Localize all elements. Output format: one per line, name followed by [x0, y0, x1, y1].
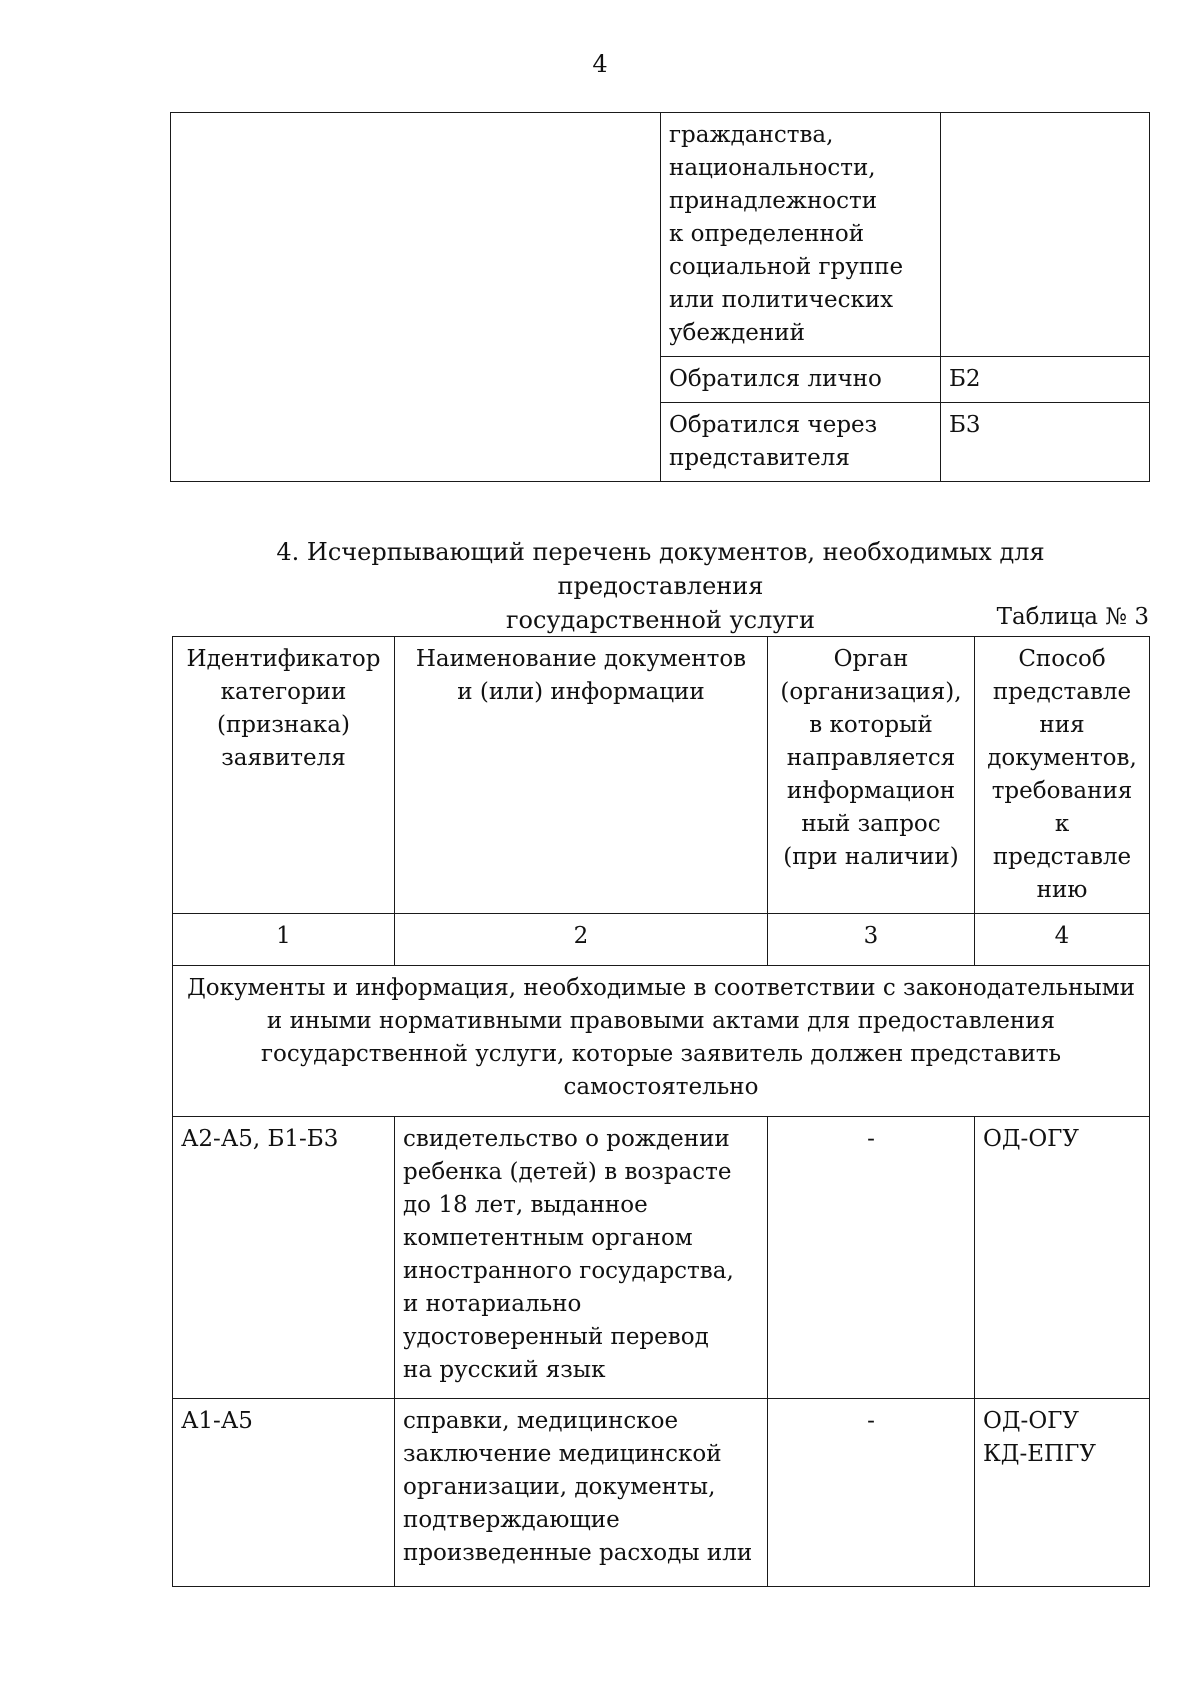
table-row	[173, 1399, 1150, 1587]
page-number: 4	[592, 50, 608, 78]
cell-organ: -	[768, 1399, 975, 1587]
cell-method: ОД-ОГУ	[975, 1117, 1150, 1399]
table-group-row	[173, 966, 1150, 1117]
cell-method: ОД-ОГУ КД-ЕПГУ	[975, 1399, 1150, 1587]
table-cell	[941, 113, 1150, 357]
column-number: 3	[768, 914, 975, 966]
continuation-table	[170, 112, 1150, 482]
table-row	[173, 1117, 1150, 1399]
table-cell: Б3	[941, 403, 1150, 482]
column-number: 1	[173, 914, 395, 966]
cell-identifier: А2-А5, Б1-Б3	[173, 1117, 395, 1399]
cell-organ: -	[768, 1117, 975, 1399]
table-header-row	[173, 637, 1150, 914]
table-cell: гражданства, национальности, принадлежности к определенной социальной группе или политических убеждений	[661, 113, 941, 357]
cell-document-name: справки, медицинское заключение медицинской организации, документы, подтверждающие произведенные расходы или	[395, 1399, 768, 1587]
header-cell-method: Способ представле ния документов, требования к представле нию	[975, 637, 1150, 914]
section-heading: 4. Исчерпывающий перечень документов, необходимых для предоставления государственной услуги	[276, 538, 1045, 634]
header-cell-document-name: Наименование документов и (или) информации	[395, 637, 768, 914]
column-number: 4	[975, 914, 1150, 966]
table-caption: Таблица № 3	[996, 604, 1149, 630]
table-row	[171, 113, 1150, 357]
cell-identifier: А1-А5	[173, 1399, 395, 1587]
table-cell: Обратился лично	[661, 357, 941, 403]
header-cell-organ: Орган (организация), в который направляется информацион ный запрос (при наличии)	[768, 637, 975, 914]
group-title: Документы и информация, необходимые в соответствии с законодательными и иными нормативными правовыми актами для предоставления государственной услуги, которые заявитель должен представить самостоятельно	[173, 966, 1150, 1117]
cell-document-name: свидетельство о рождении ребенка (детей) в возрасте до 18 лет, выданное компетентным органом иностранного государства, и нотариально удостоверенный перевод на русский язык	[395, 1117, 768, 1399]
table-number-row	[173, 914, 1150, 966]
table-cell: Обратился через представителя	[661, 403, 941, 482]
documents-table	[172, 636, 1150, 1587]
header-cell-identifier: Идентификатор категории (признака) заявителя	[173, 637, 395, 914]
column-number: 2	[395, 914, 768, 966]
table-cell-empty	[171, 113, 661, 482]
table-cell: Б2	[941, 357, 1150, 403]
